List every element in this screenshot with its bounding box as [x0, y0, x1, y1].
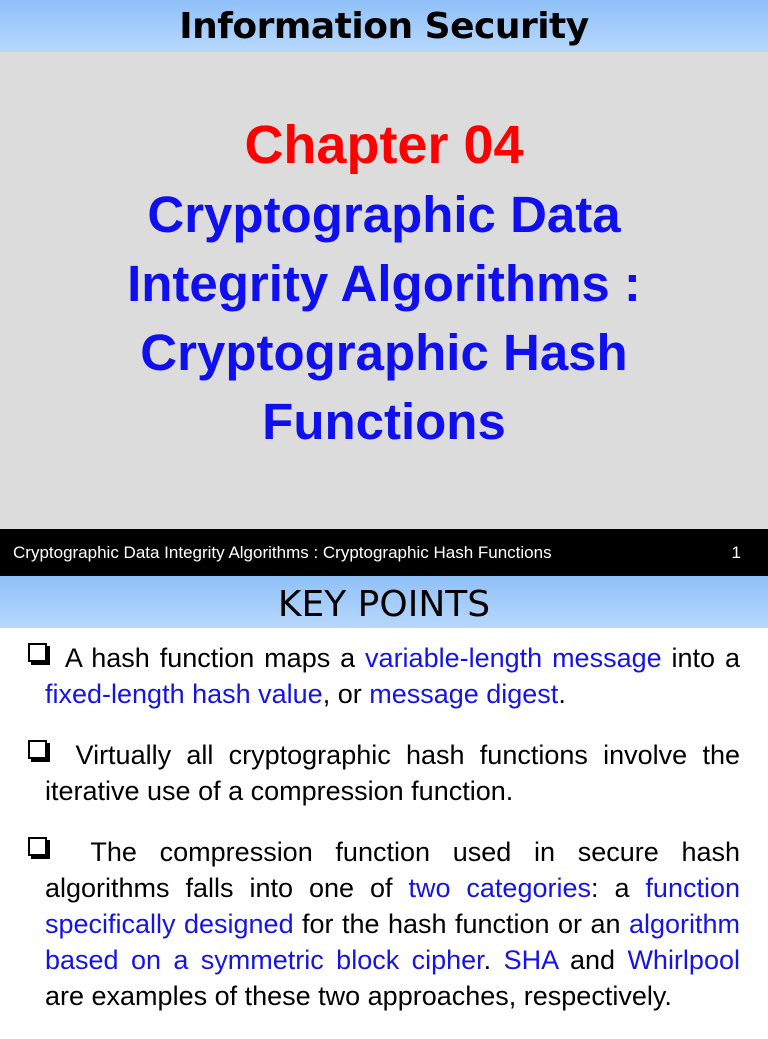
point-text: Virtually all cryptographic hash functions involve the iterative use of a compression function. — [45, 740, 740, 806]
chapter-title-line: Functions — [262, 393, 506, 450]
chapter-title-line: Cryptographic Data — [147, 186, 621, 243]
key-points-header: KEY POINTS — [0, 576, 768, 628]
point-text: : a — [590, 873, 646, 903]
point-text: . — [483, 945, 504, 975]
chapter-title-line: Integrity Algorithms : — [127, 255, 641, 312]
highlighted-term: variable-length message — [365, 643, 662, 673]
key-points-list — [28, 640, 740, 1039]
point-text: are examples of these two approaches, respectively. — [45, 981, 672, 1011]
key-point — [28, 834, 740, 1014]
chapter-label: Chapter 04 — [244, 115, 524, 175]
highlighted-term: Whirlpool — [627, 945, 740, 975]
footer-title: Cryptographic Data Integrity Algorithms : Cryptographic Hash Functions — [13, 543, 552, 562]
point-text: into a — [661, 643, 740, 673]
point-text: for the hash function or an — [293, 909, 629, 939]
point-text: . — [558, 679, 566, 709]
key-point — [28, 737, 740, 809]
highlighted-term: fixed-length hash value — [45, 679, 323, 709]
checkbox-square-bullet-icon — [28, 643, 47, 662]
point-text: and — [557, 945, 628, 975]
slide-footer — [0, 529, 768, 576]
highlighted-term: algorithm based on a symmetric block cipher — [45, 909, 740, 975]
point-text: , or — [322, 679, 370, 709]
chapter-title — [0, 180, 768, 456]
checkbox-square-bullet-icon — [28, 837, 47, 856]
key-points-slide — [0, 576, 768, 1024]
course-header: Information Security — [0, 0, 768, 52]
checkbox-square-bullet-icon — [28, 740, 47, 759]
highlighted-term: message digest — [369, 679, 559, 709]
highlighted-term: SHA — [503, 945, 558, 975]
highlighted-term: two categories — [408, 873, 591, 903]
title-block — [0, 110, 768, 456]
highlighted-term: function specifically designed — [45, 873, 740, 939]
point-text: A hash function maps a — [64, 643, 366, 673]
page-number: 1 — [731, 543, 741, 562]
chapter-title-line: Cryptographic Hash — [140, 324, 628, 381]
key-point — [28, 640, 740, 712]
point-text: The compression function used in secure hash algorithms falls into one of — [45, 837, 740, 903]
